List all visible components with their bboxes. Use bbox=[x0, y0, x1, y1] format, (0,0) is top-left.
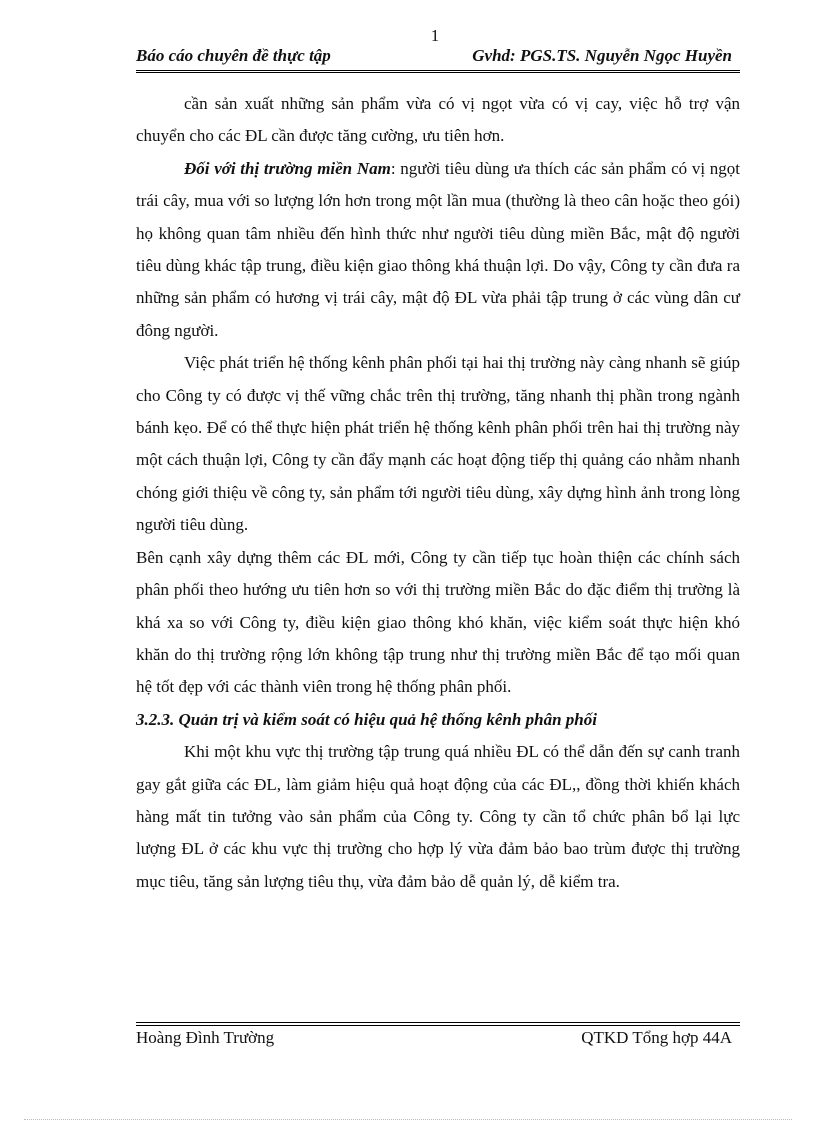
header-divider bbox=[136, 70, 740, 71]
paragraph-distribution-policy: Bên cạnh xây dựng thêm các ĐL mới, Công ty cần tiếp tục hoàn thiện các chính sách phân phối theo hướng ưu tiên hơn so với thị trường miền Bắc do đặc điểm thị trường là khá xa so với Công ty, điều kiện giao thông khó khăn, việc kiểm soát thực hiện khó khăn do thị trường rộng lớn không tập trung như thị trường miền Bắc để tạo mối quan hệ tốt đẹp với các thành viên trong hệ thống phân phối. bbox=[136, 547, 740, 697]
page-number: 1 bbox=[430, 26, 440, 45]
paragraph-lead-southern-market: Đối với thị trường miền Nam bbox=[184, 158, 391, 178]
header-advisor: Gvhd: PGS.TS. Nguyễn Ngọc Huyền bbox=[472, 46, 732, 65]
header-report-title: Báo cáo chuyên đề thực tập bbox=[136, 46, 331, 65]
paragraph-continuation: cần sản xuất những sản phẩm vừa có vị ngọt vừa có vị cay, việc hỗ trợ vận chuyển cho các ĐL cần được tăng cường, ưu tiên hơn. bbox=[136, 94, 740, 146]
section-heading: 3.2.3. Quản trị và kiểm soát có hiệu quả hệ thống kênh phân phối bbox=[136, 709, 597, 729]
footer-author: Hoàng Đình Trường bbox=[136, 1028, 275, 1047]
paragraph-southern-market-text: : người tiêu dùng ưa thích các sản phẩm có vị ngọt trái cây, mua với so lượng lớn hơn trong một lần mua (thường là theo cân hoặc theo gói) họ không quan tâm nhiều đến hình thức như người tiêu dùng miền Bắc, mật độ người tiêu dùng khác tập trung, điều kiện giao thông khá thuận lợi. Do vậy, Công ty cần đưa ra những sản phẩm có hương vị trái cây, mật độ ĐL vừa phải tập trung ở các vùng dân cư đông người. bbox=[136, 158, 740, 340]
page-edge-line bbox=[24, 1119, 792, 1120]
paragraph-agent-allocation: Khi một khu vực thị trường tập trung quá nhiều ĐL có thể dẫn đến sự canh tranh gay gắt giữa các ĐL, làm giảm hiệu quả hoạt động của các ĐL,, đồng thời khiến khách hàng mất tin tưởng vào sản phẩm của Công ty. Công ty cần tổ chức phân bổ lại lực lượng ĐL ở các khu vực thị trường cho hợp lý vừa đảm bảo bao trùm được thị trường mục tiêu, tăng sản lượng tiêu thụ, vừa đảm bảo dễ quản lý, dễ kiểm tra. bbox=[136, 742, 740, 891]
paragraph-channel-development: Việc phát triển hệ thống kênh phân phối tại hai thị trường này càng nhanh sẽ giúp cho Công ty có được vị thế vững chắc trên thị trường, tăng nhanh thị phần trong ngành bánh kẹo. Để có thể thực hiện phát triển hệ thống kênh phân phối trên hai thị trường này một cách thuận lợi, Công ty cần đẩy mạnh các hoạt động tiếp thị quảng cáo nhằm nhanh chóng giới thiệu về công ty, sản phẩm tới người tiêu dùng, xây dựng hình ảnh trong lòng người tiêu dùng. bbox=[136, 353, 740, 535]
document-body bbox=[136, 88, 740, 898]
footer-divider bbox=[136, 1022, 740, 1023]
page-header bbox=[136, 46, 740, 70]
footer-divider-secondary bbox=[136, 1025, 740, 1026]
paragraph-southern-market bbox=[136, 153, 740, 347]
header-divider-secondary bbox=[136, 72, 740, 73]
footer-class: QTKD Tổng hợp 44A bbox=[581, 1028, 732, 1047]
